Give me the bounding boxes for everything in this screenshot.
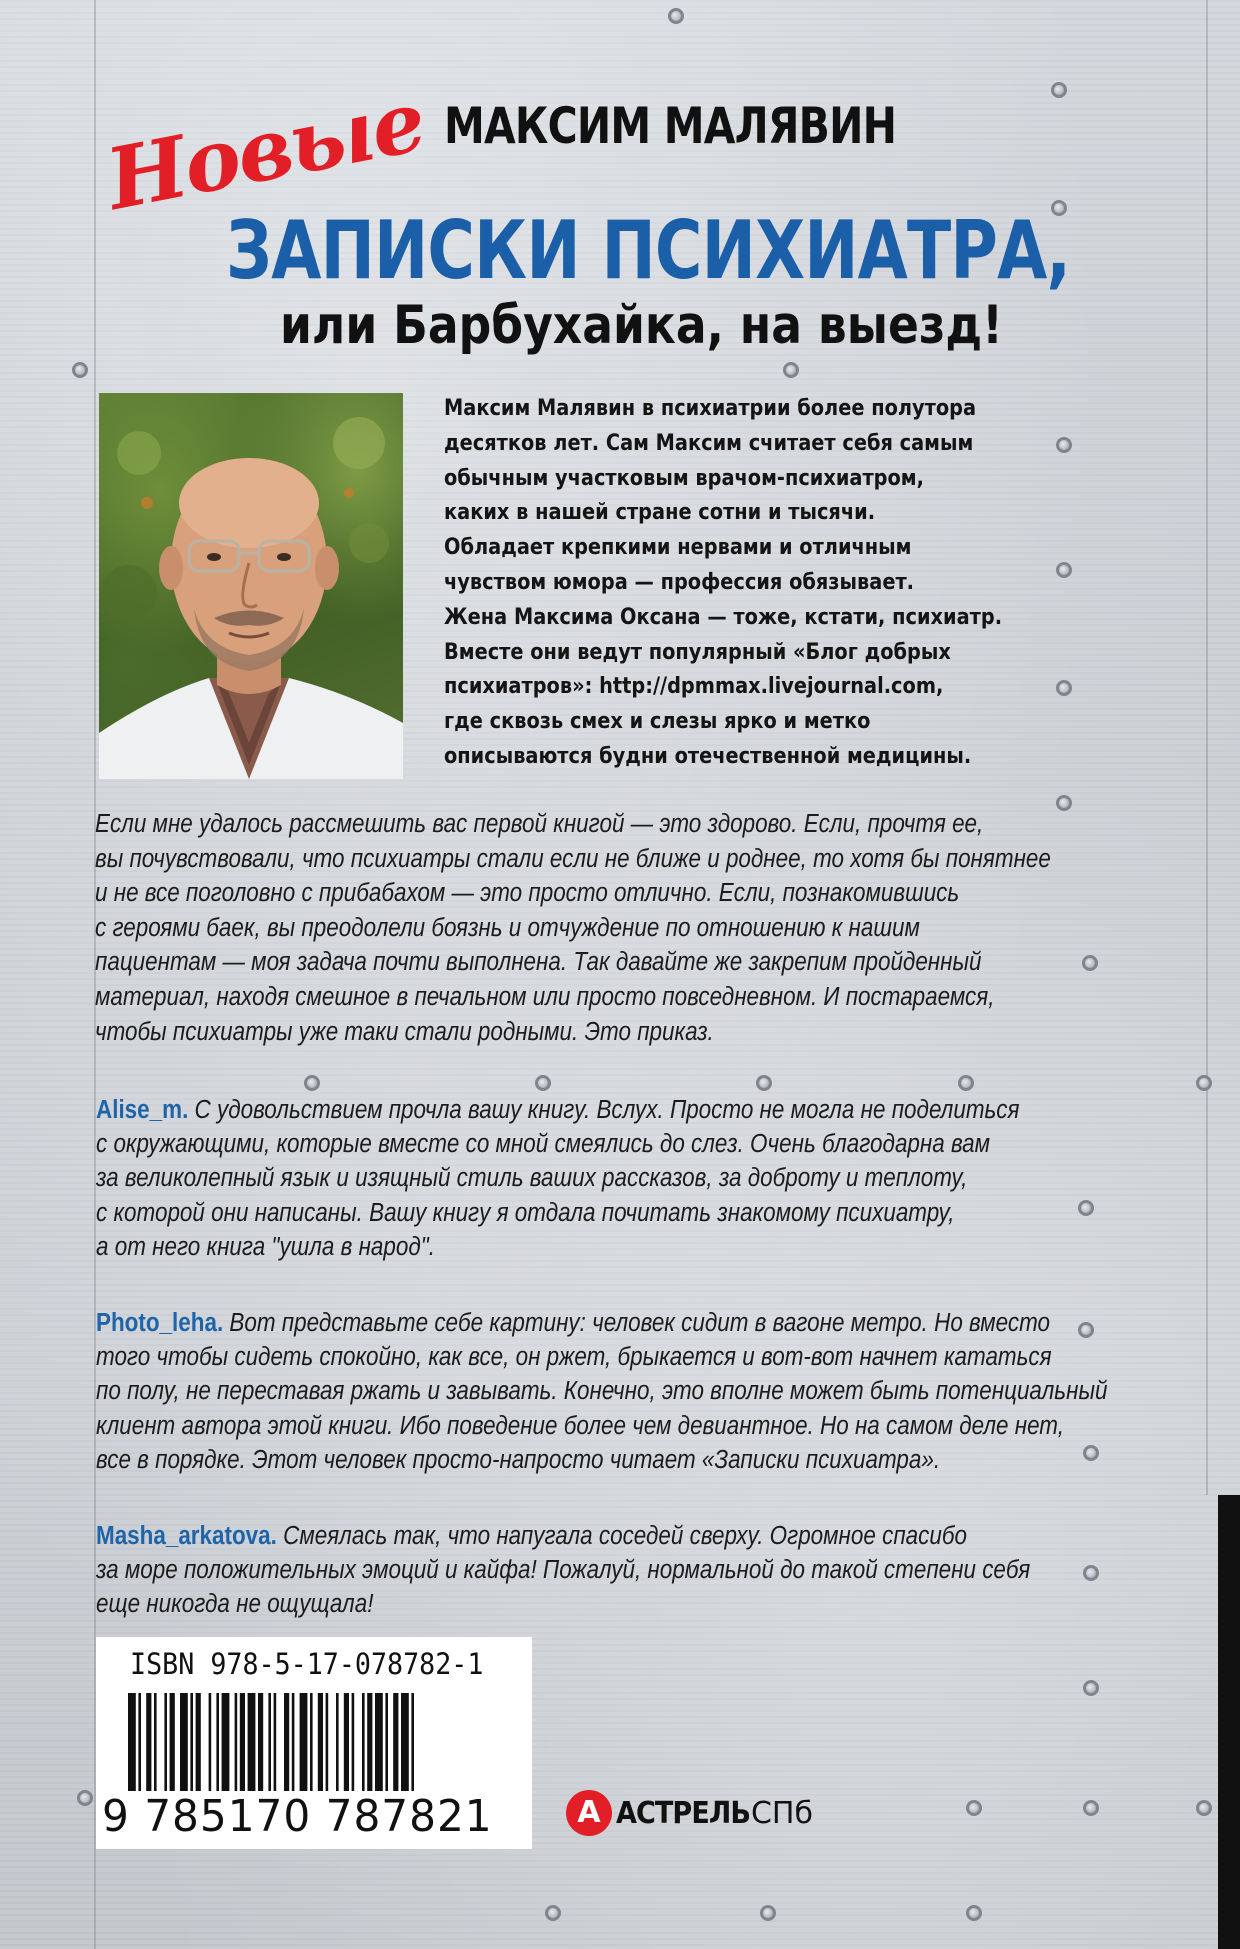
bio-line: Обладает крепкими нервами и отличным <box>444 534 912 561</box>
rivet-icon <box>760 1905 776 1921</box>
quote-line: материал, находя смешное в печальном или просто повседневном. И постараемся, <box>95 982 995 1011</box>
rivet-icon <box>1083 1800 1099 1816</box>
isbn-barcode <box>96 1637 532 1849</box>
barcode-bar <box>190 1693 193 1791</box>
rivet-icon <box>958 1075 974 1091</box>
publisher-logo <box>566 1790 813 1836</box>
astrel-logo-icon <box>566 1790 612 1836</box>
rivet-icon <box>1196 1075 1212 1091</box>
barcode-bar <box>401 1693 409 1791</box>
reader-review <box>96 1093 1196 1264</box>
author-quote <box>95 807 1195 1049</box>
barcode-digits: 9 785170 787821 <box>102 1791 493 1842</box>
barcode-bar <box>310 1693 313 1791</box>
publisher-city: СПб <box>750 1795 813 1831</box>
review-first-line <box>96 1306 1064 1340</box>
author-portrait-icon <box>99 393 403 779</box>
bio-line: десятков лет. Сам Максим считает себя самым <box>444 429 974 456</box>
barcode-bar <box>352 1693 355 1791</box>
barcode-bar <box>128 1693 136 1791</box>
barcode-bar <box>154 1693 157 1791</box>
barcode-bar <box>274 1693 277 1791</box>
barcode-bar <box>268 1693 271 1791</box>
barcode-bar <box>326 1693 329 1791</box>
reviewer-name: Alise_m. <box>96 1096 189 1124</box>
barcode-bar <box>180 1693 188 1791</box>
review-line: за море положительных эмоций и кайфа! Пожалуй, нормальной до такой степени себя <box>96 1556 1031 1585</box>
publisher-name: АСТРЕЛЬ <box>616 1795 751 1831</box>
review-text: С удовольствием прочла вашу книгу. Вслух. Просто не могла не поделиться <box>188 1096 1020 1124</box>
barcode-bar <box>375 1693 383 1791</box>
review-first-line <box>96 1093 1064 1127</box>
quote-line: вы почувствовали, что психиатры стали если не ближе и роднее, то хотя бы понятнее <box>95 844 1051 873</box>
review-line: все в порядке. Этот человек просто-напросто читает «Записки психиатра». <box>96 1445 941 1474</box>
quote-line: чтобы психиатры уже таки стали родными. Это приказ. <box>95 1017 714 1046</box>
title-accent: Новые <box>99 70 432 229</box>
rivet-icon <box>783 362 799 378</box>
panel-seam <box>1206 0 1208 1495</box>
bio-line: Максим Малявин в психиатрии более полутора <box>444 395 977 421</box>
barcode-bar <box>258 1693 263 1791</box>
barcode-bar <box>248 1693 256 1791</box>
review-text: Смеялась так, что напугала соседей сверху. Огромное спасибо <box>276 1522 967 1550</box>
barcode-bar <box>411 1693 414 1791</box>
bio-line: Вместе они ведут популярный «Блог добрых <box>444 638 951 665</box>
quote-line: и не все поголовно с прибабахом — это просто отлично. Если, познакомившись <box>95 879 960 908</box>
review-line: с которой они написаны. Вашу книгу я отдала почитать знакомому психиатру, <box>96 1198 955 1227</box>
review-first-line <box>96 1519 1064 1553</box>
rivet-icon <box>1051 82 1067 98</box>
barcode-bar <box>164 1693 167 1791</box>
rivet-icon <box>668 8 684 24</box>
rivet-icon <box>966 1800 982 1816</box>
rivet-icon <box>304 1075 320 1091</box>
rivet-icon <box>77 1790 93 1806</box>
author-bio <box>444 391 1084 774</box>
review-line: за великолепный язык и изящный стиль ваших рассказов, за доброту и теплоту, <box>96 1164 968 1193</box>
review-line: по полу, не переставая ржать и завывать. Конечно, это вполне может быть потенциальный <box>96 1377 1108 1406</box>
barcode-bar <box>284 1693 289 1791</box>
rivet-icon <box>1196 1800 1212 1816</box>
barcode-bar <box>209 1693 212 1791</box>
barcode-bar <box>235 1693 238 1791</box>
book-title: ЗАПИСКИ ПСИХИАТРА, <box>226 204 1071 297</box>
barcode-bar <box>216 1693 219 1791</box>
isbn-label: ISBN 978-5-17-078782-1 <box>130 1647 484 1681</box>
bio-line: где сквозь смех и слезы ярко и метко <box>444 708 871 735</box>
review-line: с окружающими, которые вместе со мной смеялись до слез. Очень благодарна вам <box>96 1130 991 1159</box>
review-line: того чтобы сидеть спокойно, как все, он ржет, брыкается и вот-вот начнет кататься <box>96 1343 1052 1372</box>
quote-line: с героями баек, вы преодолели боязнь и отчуждение по отношению к нашим <box>95 913 920 942</box>
barcode-bar <box>222 1693 230 1791</box>
barcode-bar <box>138 1693 141 1791</box>
barcode-bar <box>385 1693 388 1791</box>
barcode-bar <box>318 1693 323 1791</box>
barcode-bar <box>393 1693 398 1791</box>
author-photo <box>99 393 403 779</box>
barcode-bar <box>146 1693 151 1791</box>
bio-line: психиатров»: http://dpmmax.livejournal.com, <box>444 673 944 700</box>
cover-edge-shadow <box>1218 1495 1240 1949</box>
barcode-bar <box>196 1693 201 1791</box>
rivet-icon <box>1083 1680 1099 1696</box>
rivet-icon <box>535 1075 551 1091</box>
publisher-logo-letter: А <box>577 1795 601 1830</box>
barcode-bar <box>300 1693 308 1791</box>
quote-line: Если мне удалось рассмешить вас первой книгой — это здорово. Если, прочтя ее, <box>95 810 984 838</box>
barcode-bar <box>336 1693 339 1791</box>
reviewer-name: Masha_arkatova. <box>96 1522 277 1550</box>
bio-line: Жена Максима Оксана — тоже, кстати, психиатр. <box>444 603 1003 630</box>
reviewer-name: Photo_leha. <box>96 1309 224 1337</box>
rivet-icon <box>72 362 88 378</box>
review-line: еще никогда не ощущала! <box>96 1590 374 1619</box>
rivet-icon <box>966 1905 982 1921</box>
rivet-icon <box>756 1075 772 1091</box>
reader-review <box>96 1306 1196 1477</box>
review-line: клиент автора этой книги. Ибо поведение более чем девиантное. Но на самом деле нет, <box>96 1411 1064 1440</box>
bio-line: каких в нашей стране сотни и тысячи. <box>444 499 876 526</box>
bio-line: описываются будни отечественной медицины. <box>444 742 972 769</box>
barcode-bar <box>367 1693 372 1791</box>
rivet-icon <box>545 1905 561 1921</box>
barcode-bar <box>240 1693 245 1791</box>
review-text: Вот представьте себе картину: человек сидит в вагоне метро. Но вместо <box>223 1309 1051 1337</box>
review-line: а от него книга "ушла в народ". <box>96 1232 435 1261</box>
barcode-bars-icon <box>128 1693 500 1791</box>
reader-review <box>96 1519 1196 1622</box>
book-subtitle: или Барбухайка, на выезд! <box>280 295 1003 356</box>
bio-line: чувством юмора — профессия обязывает. <box>444 568 915 595</box>
author-name: МАКСИМ МАЛЯВИН <box>444 97 897 155</box>
quote-line: пациентам — моя задача почти выполнена. Так давайте же закрепим пройденный <box>95 948 982 977</box>
barcode-bar <box>170 1693 175 1791</box>
bio-line: обычным участковым врачом-психиатром, <box>444 464 924 491</box>
barcode-bar <box>292 1693 295 1791</box>
barcode-bar <box>344 1693 349 1791</box>
barcode-bar <box>362 1693 365 1791</box>
